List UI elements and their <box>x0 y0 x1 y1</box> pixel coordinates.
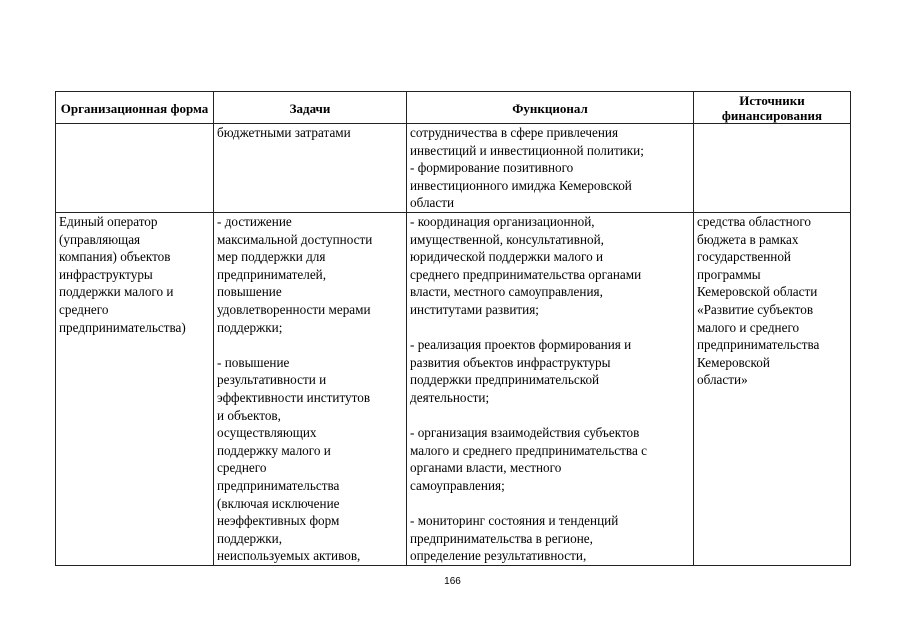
cell-organizational-form: Единый оператор (управляющая компания) объектов инфраструктуры поддержки малого и среднего предпринимательства) <box>56 213 214 566</box>
cell-tasks: - достижение максимальной доступности мер поддержки для предпринимателей, повышение удовлетворенности мерами поддержки; - повышение результативности и эффективности институтов и объектов, осуществляющих поддержку малого и среднего предпринимательства (включая исключение неэффективных форм поддержки, неиспользуемых активов, <box>214 213 407 566</box>
header-tasks: Задачи <box>214 92 407 124</box>
cell-tasks: бюджетными затратами <box>214 124 407 213</box>
cell-funding-sources <box>694 124 851 213</box>
table-row <box>56 124 851 213</box>
cell-funding-sources: средства областного бюджета в рамках государственной программы Кемеровской области «Развитие субъектов малого и среднего предпринимательства Кемеровской области» <box>694 213 851 566</box>
header-functions: Функционал <box>407 92 694 124</box>
page-number: 166 <box>444 576 461 587</box>
cell-organizational-form <box>56 124 214 213</box>
table-header-row <box>56 92 851 124</box>
header-organizational-form: Организационная форма <box>56 92 214 124</box>
support-infrastructure-table <box>55 91 851 566</box>
cell-functions: - координация организационной, имущественной, консультативной, юридической поддержки малого и среднего предпринимательства органами власти, местного самоуправления, институтами развития; - реализация проектов формирования и развития объектов инфраструктуры поддержки предпринимательской деятельности; - организация взаимодействия субъектов малого и среднего предпринимательства с органами власти, местного самоуправления; - мониторинг состояния и тенденций предпринимательства в регионе, определение результативности, <box>407 213 694 566</box>
header-funding-sources: Источники финансирования <box>694 92 851 124</box>
cell-functions: сотрудничества в сфере привлечения инвестиций и инвестиционной политики; - формирование позитивного инвестиционного имиджа Кемеровской области <box>407 124 694 213</box>
table-row <box>56 213 851 566</box>
